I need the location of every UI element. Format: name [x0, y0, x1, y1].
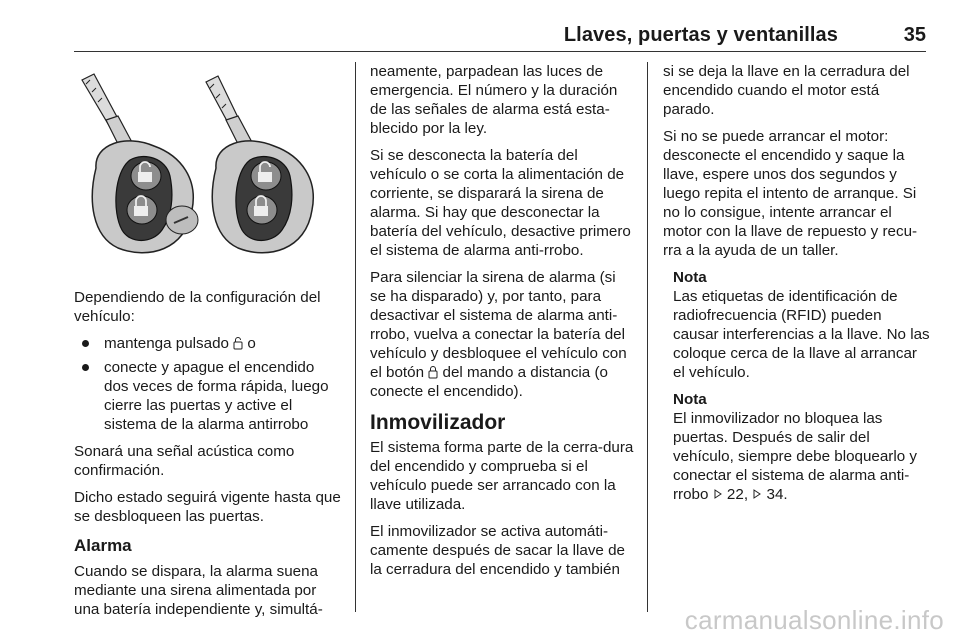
paragraph-engine-fail: Si no se puede arrancar el motor: desconecte el encendido y saque la llave, espere unos dos segundos y luego repita el intento de arranque. Si no lo consigue, intente arrancar el motor con la llave de repuesto y recu-rra a la ayuda de un taller. — [663, 128, 918, 259]
paragraph-battery: Si se desconecta la batería del vehículo o se corta la alimentación de corriente, se disparará la sirena de alarma. Si hay que desconectar la batería del vehículo, desactive primero el sistema de alarma anti-rrobo. — [370, 147, 631, 259]
note-title: Nota — [673, 269, 707, 286]
column-divider-1 — [355, 62, 356, 612]
note-title: Nota — [673, 391, 707, 408]
column-divider-2 — [647, 62, 648, 612]
note-text — [673, 409, 931, 504]
note-text: Las etiquetas de identificación de radiofrecuencia (RFID) pueden causar interferencias a la llave. No las coloque cerca de la llave al arrancar el vehículo. — [673, 288, 930, 381]
page-reference-link[interactable]: 34 — [766, 486, 784, 503]
paragraph-state: Dicho estado seguirá vigente hasta que se desbloqueen las puertas. — [74, 489, 341, 525]
column-3 — [663, 62, 931, 512]
watermark: carmanualsonline.info — [684, 605, 944, 635]
page-header — [0, 0, 960, 52]
bullet-item-2 — [74, 358, 342, 434]
reference-separator: , — [743, 486, 753, 503]
paragraph-emergency-lights: neamente, parpadean las luces de emergencia. El número y la duración de las señales de alarma está esta-blecido por la ley. — [370, 63, 618, 137]
bullet-text: mantenga pulsado — [104, 335, 234, 352]
bullet-dot-icon — [82, 364, 89, 371]
bullet-text: conecte y apague el encendido dos veces de forma rápida, luego cierre las puertas y active el sistema de la alarma antirrobo — [104, 359, 329, 433]
paragraph-key-left: si se deja la llave en la cerradura del encendido cuando el motor está parado. — [663, 63, 910, 118]
paragraph-signal: Sonará una señal acústica como confirmación. — [74, 443, 295, 479]
note-rfid — [663, 268, 931, 382]
page-number: 35 — [903, 24, 926, 46]
paragraph-ignition-lock: El sistema forma parte de la cerra-dura del encendido y comprueba si el vehículo puede ser arrancado con la llave utilizada. — [370, 439, 634, 513]
column-2 — [370, 62, 634, 587]
padlock-closed-icon — [428, 365, 438, 379]
page-reference-link[interactable]: 22 — [726, 486, 744, 503]
page-title: Llaves, puertas y ventanillas — [563, 24, 838, 46]
paragraph-text: Para silenciar la sirena de alarma (si se ha disparado) y, por tanto, para desactivar el sistema de alarma anti-rrobo, vuelva a conectar la batería del vehículo y desbloquee el vehículo con el botón — [370, 269, 627, 381]
bullet-item-1 — [74, 334, 342, 353]
heading-inmovilizador: Inmovilizador — [370, 411, 506, 434]
paragraph-silence-siren — [370, 268, 634, 401]
header-divider — [74, 51, 926, 52]
paragraph-auto-activate: El inmovilizador se activa automáti-camente después de sacar la llave de la cerradura del encendido y también — [370, 523, 625, 578]
paragraph-text-suffix: del mando a distancia (o conecte el encendido). — [370, 364, 608, 400]
note-text-body: El inmovilizador no bloquea las puertas. Después de salir del vehículo, siempre debe bloquearlo y conectar el sistema de alarma anti-rrobo — [673, 410, 917, 503]
key-fob-illustration — [74, 60, 342, 272]
intro-text: Dependiendo de la configuración del vehículo: — [74, 289, 321, 325]
triangle-pointer-icon — [713, 487, 723, 501]
note-immobilizer — [663, 390, 931, 504]
padlock-open-icon — [233, 336, 243, 350]
column-1 — [74, 60, 342, 627]
triangle-pointer-icon — [752, 487, 762, 501]
reference-end: . — [783, 486, 788, 503]
paragraph-alarma: Cuando se dispara, la alarma suena mediante una sirena alimentada por una batería independiente y, simultá- — [74, 563, 323, 618]
bullet-dot-icon — [82, 340, 89, 347]
bullet-text-suffix: o — [243, 335, 256, 352]
heading-alarma: Alarma — [74, 536, 132, 555]
bullet-list — [74, 334, 342, 434]
key-fob-image — [74, 60, 342, 272]
